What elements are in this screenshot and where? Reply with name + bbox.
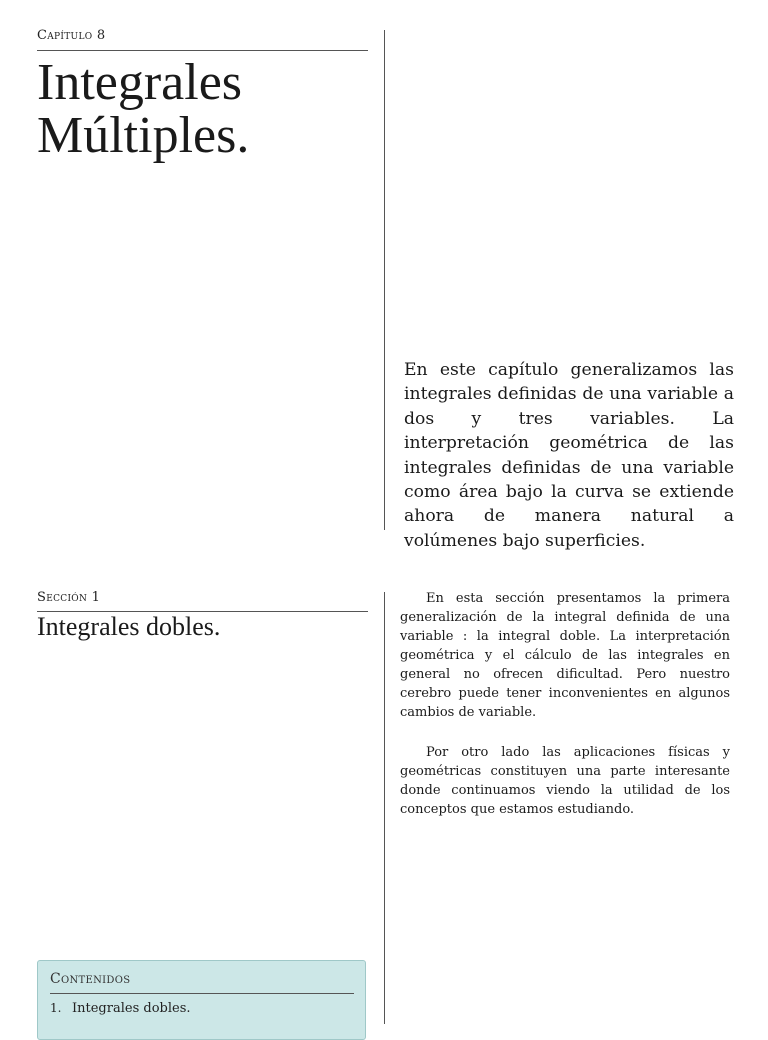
contents-item[interactable] <box>50 1001 191 1016</box>
chapter-title-line-2: Múltiples. <box>37 107 250 164</box>
contents-heading: Contenidos <box>50 971 131 987</box>
chapter-divider <box>37 50 368 51</box>
section-title: Integrales dobles. <box>37 612 221 641</box>
column-divider-bottom <box>384 592 385 1024</box>
column-divider-top <box>384 30 385 530</box>
chapter-title-line-1: Integrales <box>37 54 243 111</box>
contents-box <box>37 960 366 1040</box>
chapter-label: Capítulo 8 <box>37 28 106 43</box>
section-paragraph: En esta sección presentamos la primera generalización de la integral definida de una variable : la integral doble. La interpretación geométrica y el cálculo de las integrales en general no ofrecen dificultad. Pero nuestro cerebro puede tener inconvenientes en algunos cambios de variable. <box>400 591 730 720</box>
contents-item-label: Integrales dobles. <box>72 1001 191 1016</box>
contents-divider <box>50 993 354 994</box>
section-paragraph: Por otro lado las aplicaciones físicas y geométricas constituyen una parte interesante donde continuamos viendo la utilidad de los conceptos que estamos estudiando. <box>400 745 730 817</box>
chapter-intro: En este capítulo generalizamos las integrales definidas de una variable a dos y tres variables. La interpretación geométrica de las integrales definidas de una variable como área bajo la curva se extiende ahora de manera natural a volúmenes bajo superficies. <box>404 360 734 551</box>
section-label: Sección 1 <box>37 590 101 605</box>
contents-item-number: 1. <box>50 1001 62 1015</box>
chapter-title <box>37 56 249 162</box>
